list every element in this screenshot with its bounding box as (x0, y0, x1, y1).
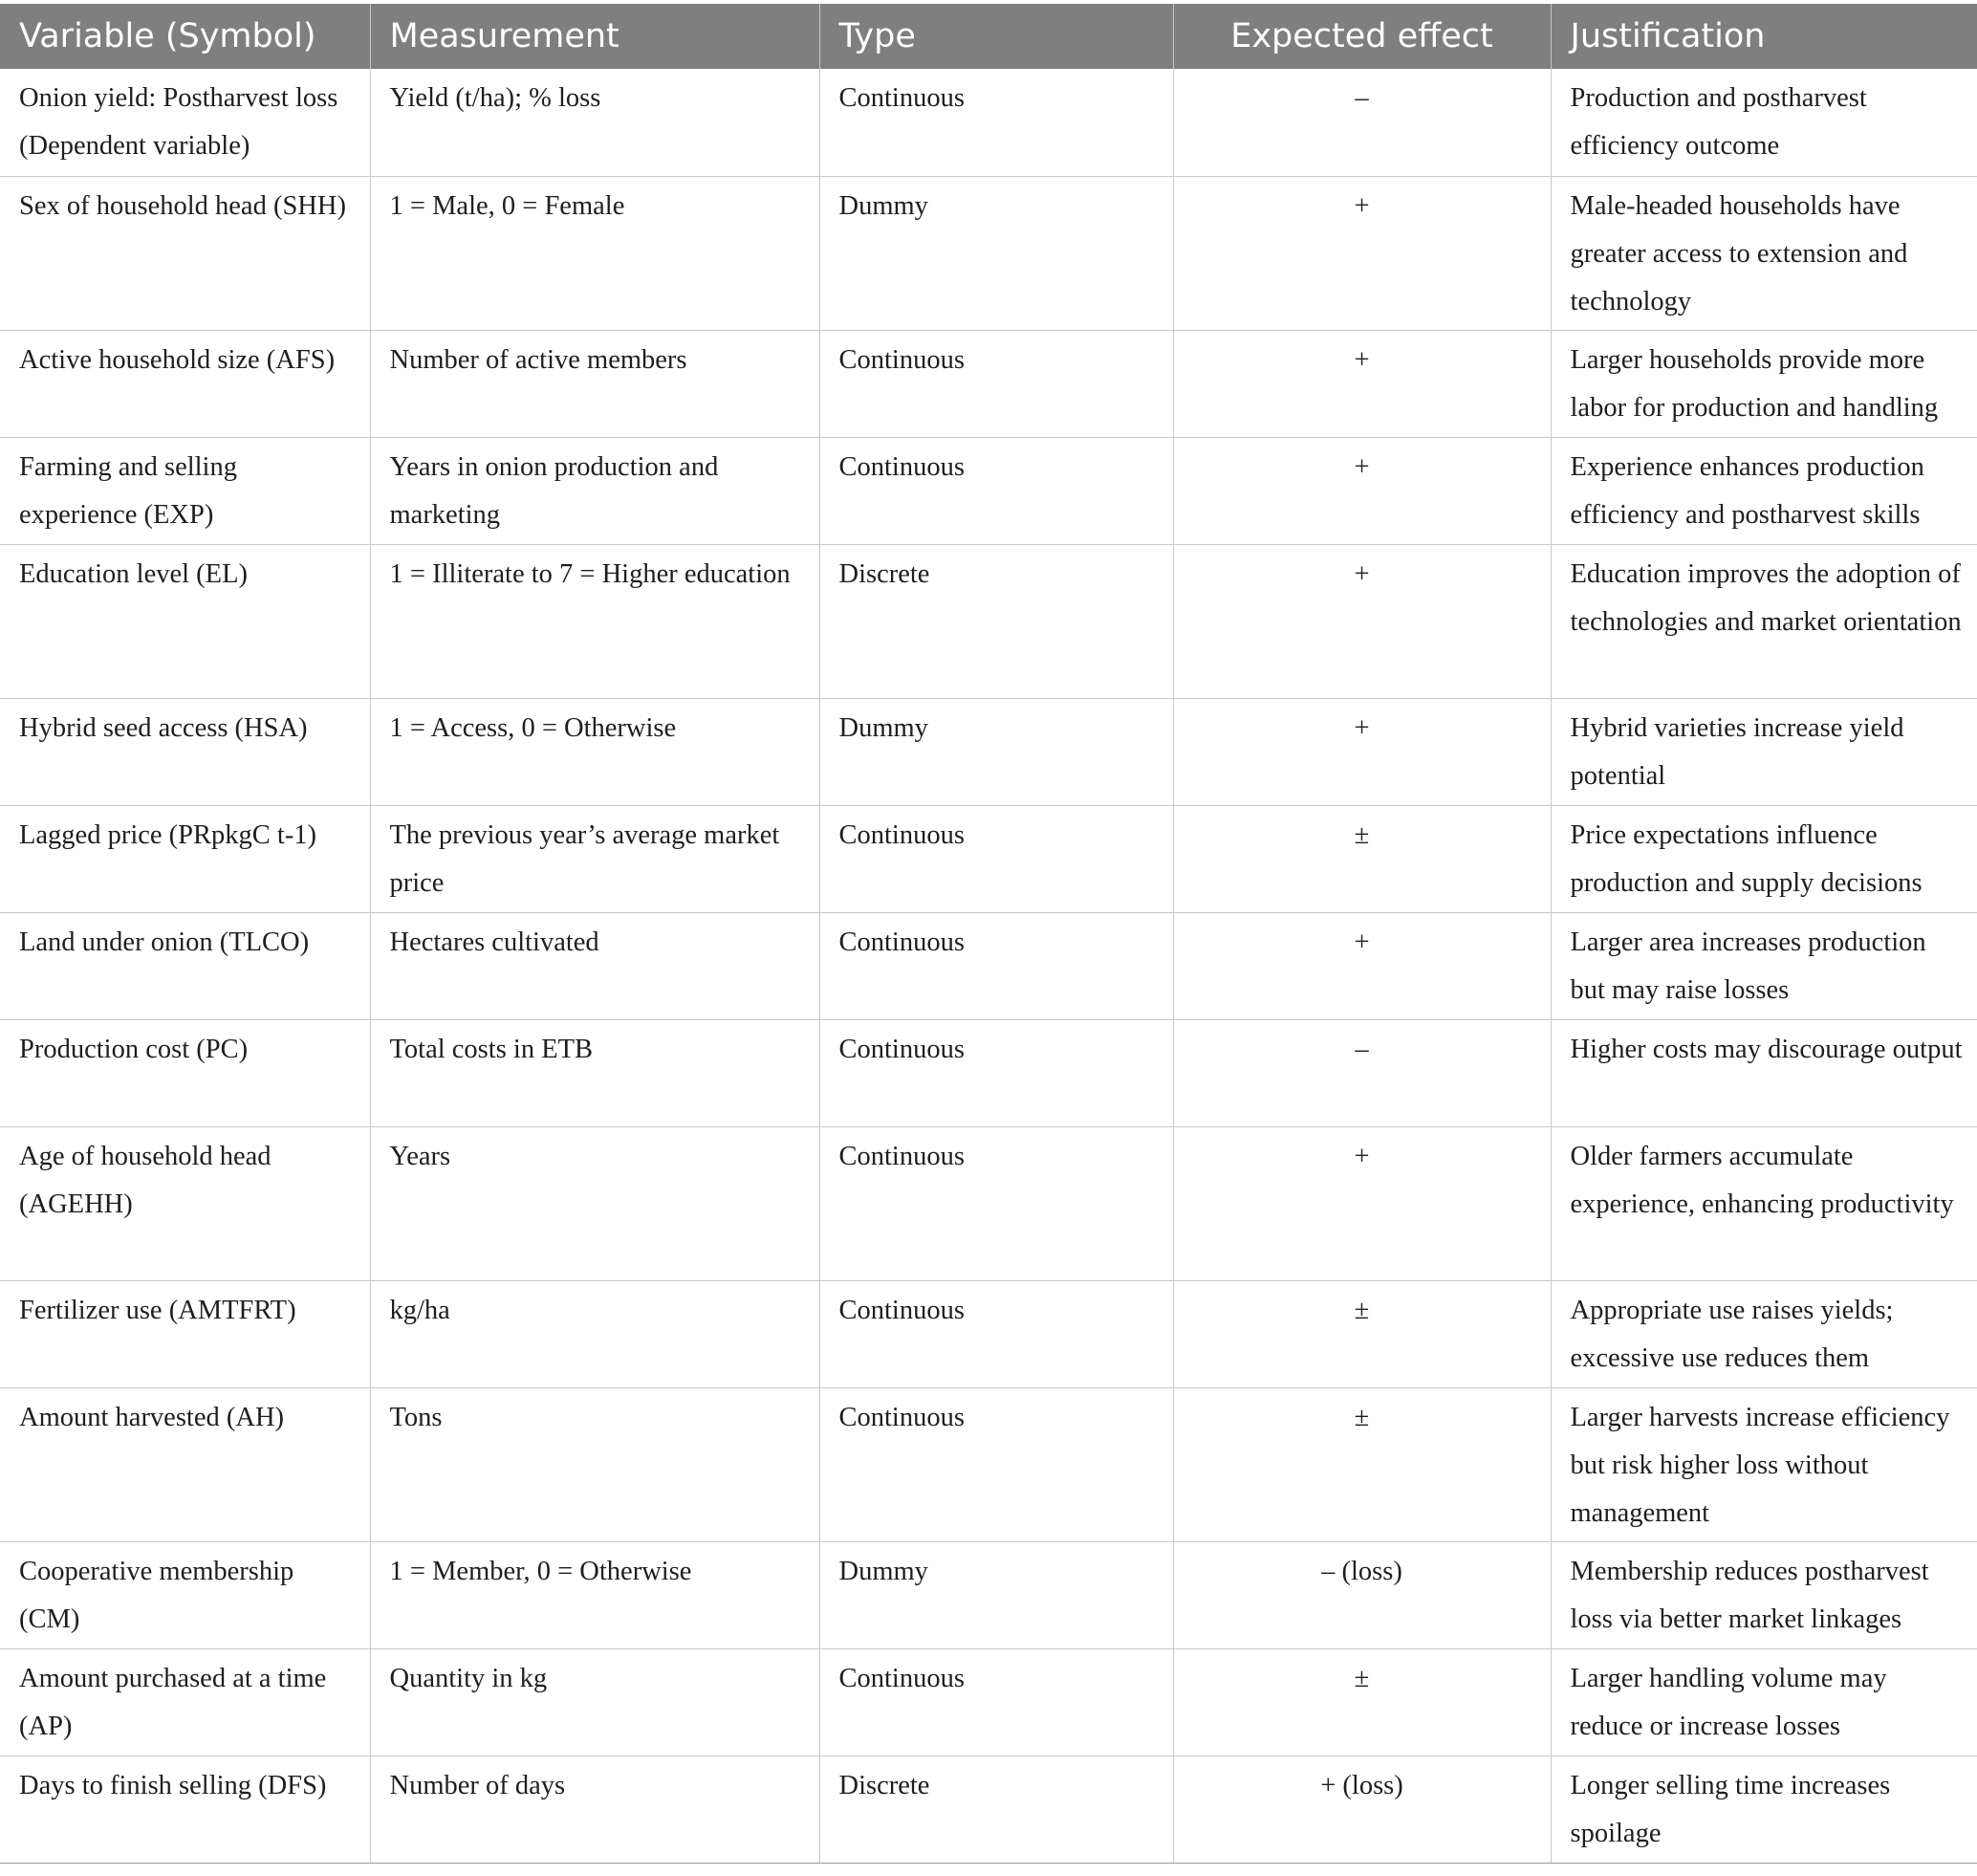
table-row (0, 1387, 1977, 1541)
cell-measurement: Total costs in ETB (370, 1019, 819, 1126)
cell-variable: Lagged price (PRpkgC t-1) (0, 805, 370, 912)
cell-expected-effect: + (loss) (1173, 1756, 1551, 1863)
cell-expected-effect: ± (1173, 1280, 1551, 1387)
cell-justification: Larger harvests increase efficiency but risk higher loss without management (1551, 1387, 1977, 1541)
table-row (0, 1541, 1977, 1648)
cell-measurement: Quantity in kg (370, 1648, 819, 1756)
cell-type: Discrete (819, 1756, 1173, 1863)
cell-measurement: 1 = Male, 0 = Female (370, 176, 819, 330)
cell-expected-effect: + (1173, 176, 1551, 330)
table-row (0, 330, 1977, 437)
table-row (0, 805, 1977, 912)
cell-variable: Onion yield: Postharvest loss (Dependent variable) (0, 69, 370, 176)
cell-expected-effect: – (1173, 69, 1551, 176)
header-expected-effect: Expected effect (1173, 4, 1551, 69)
header-type: Type (819, 4, 1173, 69)
cell-variable: Sex of household head (SHH) (0, 176, 370, 330)
cell-measurement: Years in onion production and marketing (370, 437, 819, 544)
cell-expected-effect: + (1173, 1126, 1551, 1280)
table-row (0, 698, 1977, 805)
cell-justification: Larger handling volume may reduce or increase losses (1551, 1648, 1977, 1756)
cell-type: Continuous (819, 912, 1173, 1019)
cell-type: Continuous (819, 330, 1173, 437)
cell-expected-effect: + (1173, 544, 1551, 698)
header-justification: Justification (1551, 4, 1977, 69)
table-row (0, 437, 1977, 544)
cell-variable: Land under onion (TLCO) (0, 912, 370, 1019)
cell-measurement: 1 = Member, 0 = Otherwise (370, 1541, 819, 1648)
cell-justification: Appropriate use raises yields; excessive use reduces them (1551, 1280, 1977, 1387)
cell-expected-effect: + (1173, 330, 1551, 437)
cell-justification: Education improves the adoption of technologies and market orientation (1551, 544, 1977, 698)
table-row (0, 176, 1977, 330)
cell-type: Continuous (819, 1387, 1173, 1541)
cell-expected-effect: + (1173, 437, 1551, 544)
cell-expected-effect: ± (1173, 1648, 1551, 1756)
cell-type: Dummy (819, 1541, 1173, 1648)
cell-variable: Days to finish selling (DFS) (0, 1756, 370, 1863)
cell-justification: Larger households provide more labor for production and handling (1551, 330, 1977, 437)
cell-expected-effect: – (1173, 1019, 1551, 1126)
variables-table (0, 4, 1977, 1864)
cell-justification: Experience enhances production efficiency and postharvest skills (1551, 437, 1977, 544)
cell-justification: Membership reduces postharvest loss via better market linkages (1551, 1541, 1977, 1648)
cell-type: Dummy (819, 698, 1173, 805)
cell-variable: Amount purchased at a time (AP) (0, 1648, 370, 1756)
cell-expected-effect: + (1173, 912, 1551, 1019)
cell-variable: Active household size (AFS) (0, 330, 370, 437)
cell-expected-effect: ± (1173, 1387, 1551, 1541)
cell-expected-effect: + (1173, 698, 1551, 805)
cell-variable: Education level (EL) (0, 544, 370, 698)
cell-measurement: 1 = Illiterate to 7 = Higher education (370, 544, 819, 698)
table-row (0, 1280, 1977, 1387)
cell-type: Continuous (819, 437, 1173, 544)
cell-justification: Price expectations influence production and supply decisions (1551, 805, 1977, 912)
cell-expected-effect: ± (1173, 805, 1551, 912)
cell-measurement: The previous year’s average market price (370, 805, 819, 912)
cell-justification: Older farmers accumulate experience, enhancing productivity (1551, 1126, 1977, 1280)
table-row (0, 1648, 1977, 1756)
cell-type: Continuous (819, 1280, 1173, 1387)
cell-measurement: 1 = Access, 0 = Otherwise (370, 698, 819, 805)
header-row (0, 4, 1977, 69)
table-row (0, 1756, 1977, 1863)
cell-measurement: Hectares cultivated (370, 912, 819, 1019)
cell-measurement: kg/ha (370, 1280, 819, 1387)
cell-justification: Longer selling time increases spoilage (1551, 1756, 1977, 1863)
cell-measurement: Years (370, 1126, 819, 1280)
cell-measurement: Number of active members (370, 330, 819, 437)
cell-type: Continuous (819, 1126, 1173, 1280)
cell-measurement: Yield (t/ha); % loss (370, 69, 819, 176)
cell-justification: Hybrid varieties increase yield potential (1551, 698, 1977, 805)
cell-measurement: Tons (370, 1387, 819, 1541)
table-row (0, 1019, 1977, 1126)
cell-type: Discrete (819, 544, 1173, 698)
cell-justification: Higher costs may discourage output (1551, 1019, 1977, 1126)
table-row (0, 912, 1977, 1019)
header-measurement: Measurement (370, 4, 819, 69)
cell-variable: Production cost (PC) (0, 1019, 370, 1126)
cell-variable: Farming and selling experience (EXP) (0, 437, 370, 544)
cell-variable: Fertilizer use (AMTFRT) (0, 1280, 370, 1387)
cell-type: Dummy (819, 176, 1173, 330)
table-row (0, 1126, 1977, 1280)
cell-variable: Hybrid seed access (HSA) (0, 698, 370, 805)
cell-expected-effect: – (loss) (1173, 1541, 1551, 1648)
cell-measurement: Number of days (370, 1756, 819, 1863)
table-row (0, 544, 1977, 698)
cell-type: Continuous (819, 69, 1173, 176)
cell-type: Continuous (819, 1648, 1173, 1756)
table-body (0, 69, 1977, 1863)
cell-variable: Amount harvested (AH) (0, 1387, 370, 1541)
table-row (0, 69, 1977, 176)
header-variable: Variable (Symbol) (0, 4, 370, 69)
cell-type: Continuous (819, 805, 1173, 912)
cell-variable: Age of household head (AGEHH) (0, 1126, 370, 1280)
cell-justification: Production and postharvest efficiency outcome (1551, 69, 1977, 176)
cell-justification: Male-headed households have greater access to extension and technology (1551, 176, 1977, 330)
table-container (0, 4, 1977, 1864)
cell-justification: Larger area increases production but may raise losses (1551, 912, 1977, 1019)
cell-variable: Cooperative membership (CM) (0, 1541, 370, 1648)
cell-type: Continuous (819, 1019, 1173, 1126)
table-header (0, 4, 1977, 69)
